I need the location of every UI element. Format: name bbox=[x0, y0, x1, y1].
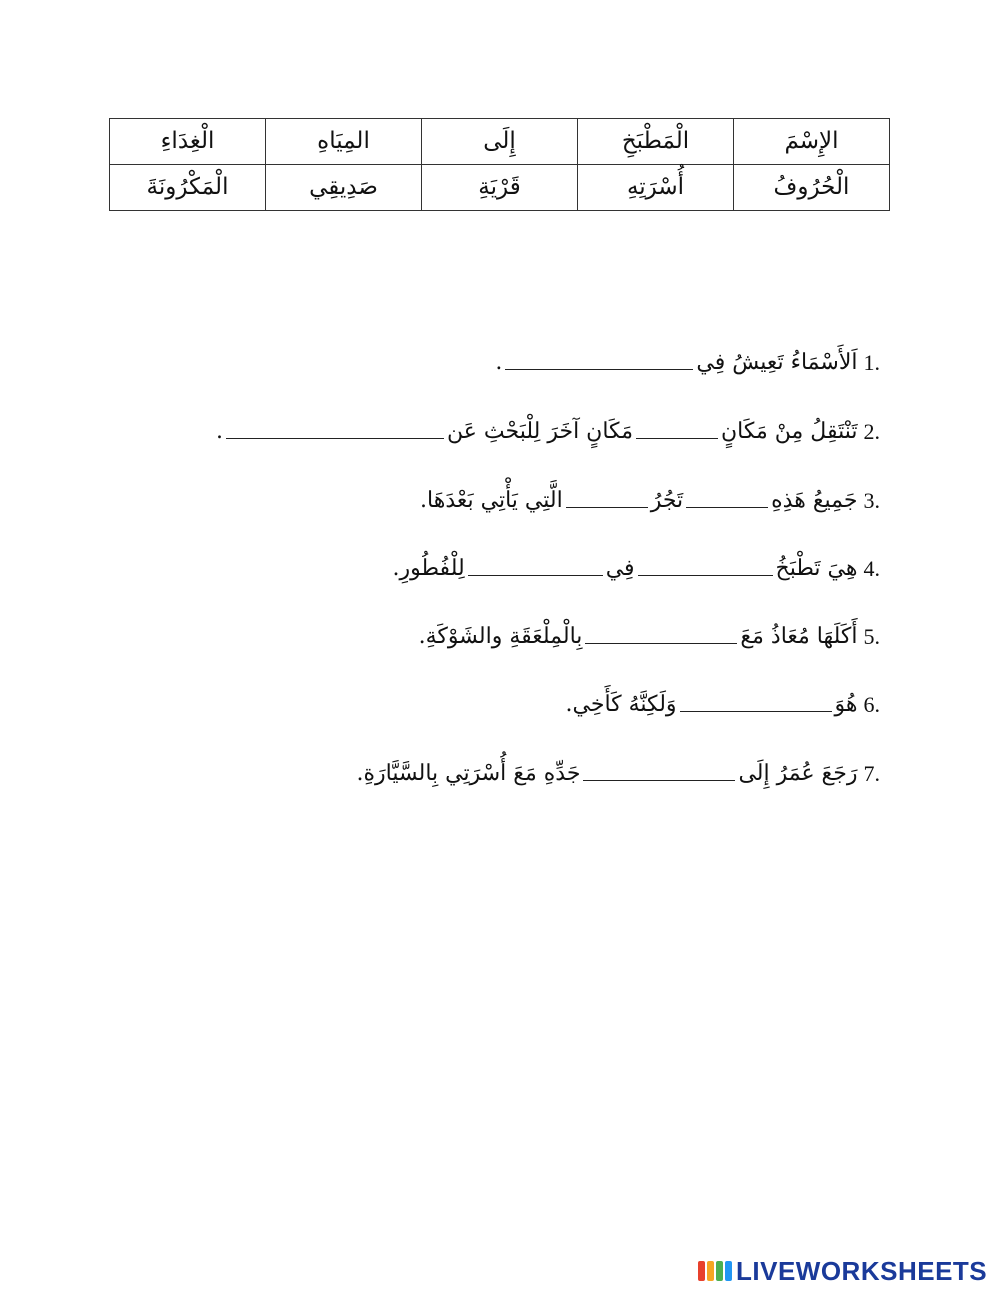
logo-icon bbox=[698, 1261, 732, 1281]
question-text: أَكَلَهَا مُعَاذُ مَعَ bbox=[740, 624, 858, 649]
question-text: اَلأَسْمَاءُ تَعِيشُ فِي bbox=[696, 350, 858, 375]
answer-blank[interactable] bbox=[583, 779, 735, 781]
word-bank-cell: إِلَى bbox=[422, 119, 578, 165]
word-bank-cell: قَرْيَةِ bbox=[422, 165, 578, 211]
word-bank-cell: أُسْرَتِهِ bbox=[578, 165, 734, 211]
question-text: وَلَكِنَّهُ كَأَخِي. bbox=[565, 692, 677, 717]
question-2 bbox=[214, 403, 880, 443]
logo-text: LIVEWORKSHEETS bbox=[736, 1255, 988, 1286]
question-text: رَجَعَ عُمَرُ إِلَى bbox=[738, 761, 858, 786]
question-number: 3. bbox=[863, 488, 880, 513]
question-text: بِالْمِلْعَقَةِ والشَوْكَةِ. bbox=[418, 624, 583, 649]
question-4 bbox=[391, 540, 880, 580]
question-text: مَكَانٍ آخَرَ لِلْبَحْثِ عَن bbox=[447, 419, 633, 444]
question-1 bbox=[493, 334, 880, 374]
word-bank-cell: الْمَكْرُونَةَ bbox=[110, 165, 266, 211]
question-text: . bbox=[216, 419, 224, 444]
word-bank-cell: الْحُرُوفُ bbox=[734, 165, 890, 211]
answer-blank[interactable] bbox=[505, 368, 693, 370]
question-3 bbox=[418, 472, 880, 512]
question-text: تَجُرُ bbox=[650, 488, 684, 513]
question-text: فِي bbox=[605, 556, 635, 581]
word-bank-row bbox=[110, 165, 890, 211]
answer-blank[interactable] bbox=[468, 574, 603, 576]
answer-blank[interactable] bbox=[585, 642, 737, 644]
answer-blank[interactable] bbox=[638, 574, 773, 576]
logo-color-bar bbox=[716, 1261, 723, 1281]
logo-color-bar bbox=[707, 1261, 714, 1281]
word-bank-cell: الإِسْمَ bbox=[734, 119, 890, 165]
question-text: هِيَ تَطْبَخُ bbox=[775, 556, 858, 581]
answer-blank[interactable] bbox=[226, 437, 444, 439]
answer-blank[interactable] bbox=[686, 506, 768, 508]
question-number: 4. bbox=[863, 556, 880, 581]
question-number: 5. bbox=[863, 624, 880, 649]
question-text: . bbox=[495, 350, 503, 375]
question-text: جَدِّهِ مَعَ أُسْرَتِي بِالسَّيَّارَةِ. bbox=[356, 761, 581, 786]
answer-blank[interactable] bbox=[636, 437, 718, 439]
word-bank-table bbox=[109, 118, 890, 211]
question-number: 6. bbox=[863, 692, 880, 717]
question-text: هُوَ bbox=[834, 692, 858, 717]
question-number: 7. bbox=[863, 761, 880, 786]
question-5 bbox=[417, 608, 880, 648]
answer-blank[interactable] bbox=[566, 506, 648, 508]
word-bank-cell: صَدِيقِي bbox=[266, 165, 422, 211]
question-text: جَمِيعُ هَذِهِ bbox=[771, 488, 858, 513]
question-text: تَنْتَقِلُ مِنْ مَكَانٍ bbox=[720, 419, 858, 444]
logo-color-bar bbox=[725, 1261, 732, 1281]
word-bank-row bbox=[110, 119, 890, 165]
question-number: 1. bbox=[863, 350, 880, 375]
word-bank-cell: الْغِدَاءِ bbox=[110, 119, 266, 165]
logo-color-bar bbox=[698, 1261, 705, 1281]
question-6 bbox=[564, 676, 880, 716]
question-text: لِلْفُطُورِ. bbox=[392, 556, 465, 581]
question-number: 2. bbox=[863, 419, 880, 444]
answer-blank[interactable] bbox=[680, 710, 832, 712]
question-7 bbox=[355, 745, 881, 785]
word-bank-cell: الْمَطْبَخِ bbox=[578, 119, 734, 165]
liveworksheets-logo bbox=[698, 1257, 987, 1285]
word-bank-cell: المِيَاهِ bbox=[266, 119, 422, 165]
question-text: الَّتِي يَأْتِي بَعْدَهَا. bbox=[420, 488, 563, 513]
